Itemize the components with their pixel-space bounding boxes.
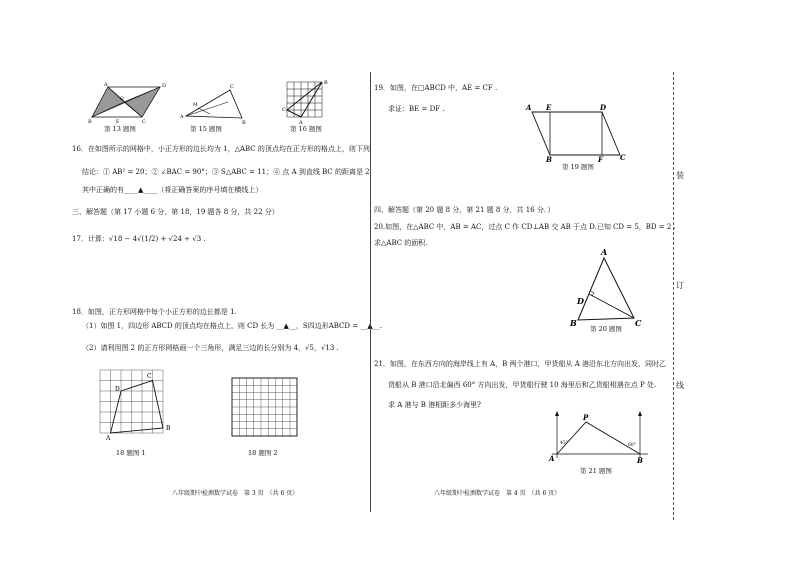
q20-line1: 20.如图，在△ABC 中，AB = AC，过点 C 作 CD⊥AB 交 AB 于点 D.已知 CD = 5，BD = 2 . xyxy=(374,223,676,231)
q16-line3: 其中正确的有____▲____（将正确答案的序号填在横线上） xyxy=(82,186,263,194)
figure-18-2 xyxy=(230,376,298,438)
svg-text:A: A xyxy=(106,435,111,442)
right-footer: 八年级期中检测数学试卷 第 4 页 （共 6 页） xyxy=(434,490,561,497)
q18-line2: （1）如图 1，四边形 ABCD 的顶点均在格点上，则 CD 长为 __▲__，S四边形ABCD = __▲__. xyxy=(82,322,382,330)
q21-line3: 求 A 港与 B 港相距多少海里? xyxy=(388,401,481,409)
svg-text:B: B xyxy=(166,425,171,432)
svg-text:A: A xyxy=(299,120,303,126)
left-footer: 八年级期中检测数学试卷 第 3 页 （共 6 页） xyxy=(172,490,299,497)
svg-text:A: A xyxy=(601,247,608,257)
figure-19 xyxy=(520,100,630,164)
svg-text:C: C xyxy=(635,318,642,328)
q18-line1: 18．如图，正方形网格中每个小正方形的边长都是 1. xyxy=(72,308,237,316)
fig18-1-caption: 18 题图 1 xyxy=(116,449,146,457)
svg-text:F: F xyxy=(598,155,603,164)
svg-text:B: B xyxy=(324,80,328,86)
svg-text:A: A xyxy=(549,454,555,463)
figure-16 xyxy=(282,78,332,126)
fig16-caption: 第 16 题图 xyxy=(290,125,322,133)
section3-heading: 三、解答题（第 17 小题 6 分，第 18，19 题各 8 分，共 22 分） xyxy=(72,208,279,216)
svg-text:M: M xyxy=(193,103,198,108)
q21-line2: 货船从 B 港口沿北偏西 60° 方向出发，甲货船行驶 10 海里后和乙货船相遇在点 P 处. xyxy=(388,381,657,389)
fig15-caption: 第 15 题图 xyxy=(190,125,222,133)
figure-18-1 xyxy=(96,368,176,442)
q19-line2: 求证：BE = DF . xyxy=(388,105,445,113)
svg-text:A: A xyxy=(104,82,108,88)
svg-text:C: C xyxy=(620,153,626,162)
svg-text:60°: 60° xyxy=(628,443,636,448)
section4-heading: 四、解答题（第 20 题 8 分，第 21 题 8 分，共 16 分．） xyxy=(374,206,555,214)
svg-text:B: B xyxy=(570,318,577,328)
svg-text:C: C xyxy=(282,107,286,113)
page-divider xyxy=(370,72,371,512)
svg-text:C: C xyxy=(147,373,152,380)
binding-char-3: 线 xyxy=(676,381,684,390)
fig20-caption: 第 20 题图 xyxy=(590,325,622,333)
svg-text:B: B xyxy=(637,456,643,465)
fig18-2-caption: 18 题图 2 xyxy=(248,449,278,457)
q21-line1: 21．如图，在东西方向的海岸线上有 A，B 两个港口，甲货船从 A 港沿东北方向出发，同时乙 xyxy=(374,360,667,368)
svg-text:E: E xyxy=(116,120,120,124)
fig13-caption: 第 13 题图 xyxy=(104,125,136,133)
binding-char-1: 装 xyxy=(676,171,684,180)
figure-13 xyxy=(88,80,170,124)
svg-text:C: C xyxy=(142,119,146,124)
svg-text:A: A xyxy=(526,103,532,112)
svg-text:B: B xyxy=(242,120,246,124)
fig19-caption: 第 19 题图 xyxy=(562,163,594,171)
fig21-caption: 第 21 题图 xyxy=(580,467,612,475)
q20-line2: 求△ABC 的面积. xyxy=(374,239,428,247)
svg-text:C: C xyxy=(230,84,234,90)
svg-text:D: D xyxy=(162,83,167,89)
figure-20 xyxy=(568,246,648,328)
binding-char-2: 订 xyxy=(676,281,684,290)
q18-line3: （2）请利用图 2 的正方形网格画一个三角形，满足三边的长分别为 4，√5，√13 . xyxy=(82,344,339,352)
q17: 17．计算：√18 − 4√(1/2) + √24 ÷ √3 . xyxy=(72,235,206,243)
svg-text:45°: 45° xyxy=(560,441,568,446)
svg-text:D: D xyxy=(577,296,584,306)
svg-text:A: A xyxy=(180,114,184,120)
svg-text:B: B xyxy=(88,119,92,124)
svg-text:D: D xyxy=(600,103,607,112)
q19-line1: 19．如图，在□ABCD 中，AE = CF . xyxy=(374,84,498,92)
q16-line1: 16．在如图所示的网格中，小正方形的边长均为 1，△ABC 的顶点均在正方形的格点上，则下列 xyxy=(72,145,370,153)
svg-text:B: B xyxy=(546,155,552,164)
svg-text:E: E xyxy=(546,103,552,112)
figure-15 xyxy=(180,80,252,124)
q16-line2: 结论：① AB² = 20；② ∠BAC = 90°；③ S△ABC = 11；④ 点 A 到直线 BC 的距离是 2. xyxy=(82,168,372,176)
svg-text:P: P xyxy=(583,413,589,422)
binding-margin-line xyxy=(673,72,674,520)
svg-text:D: D xyxy=(115,386,120,393)
figure-21 xyxy=(548,408,658,472)
svg-text:O: O xyxy=(120,97,124,102)
